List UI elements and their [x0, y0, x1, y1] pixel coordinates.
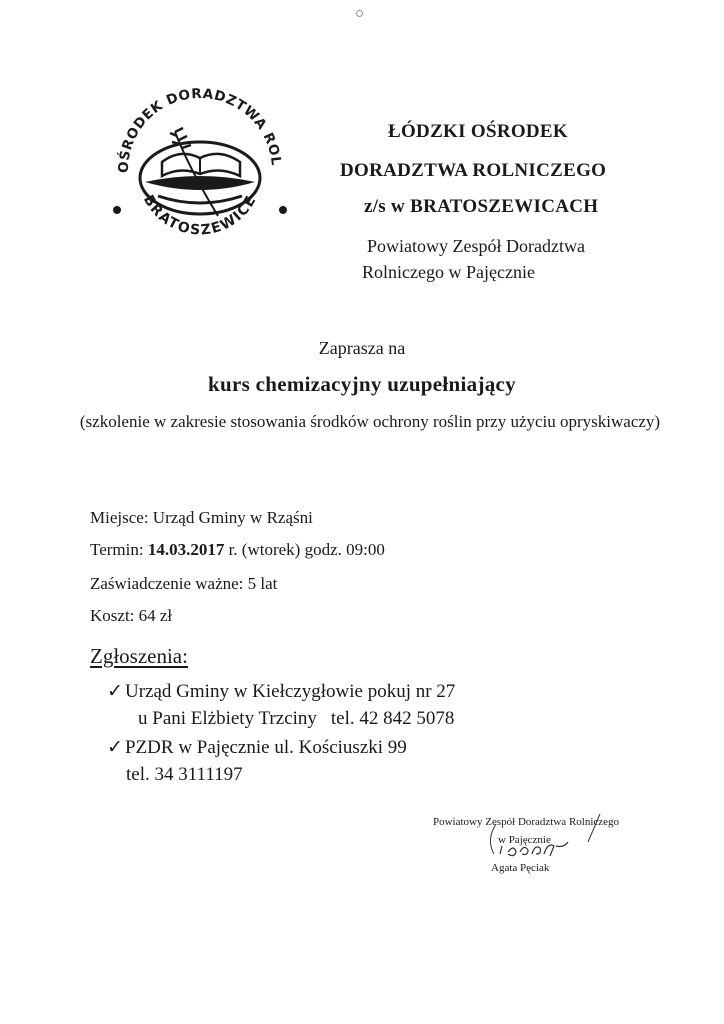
- logo-seal-icon: [100, 70, 300, 270]
- org-name-line2: DORADZTWA ROLNICZEGO: [340, 160, 607, 181]
- cost-info: Koszt: 64 zł: [90, 606, 173, 625]
- signatory-name: Agata Pęciak: [491, 862, 550, 874]
- contact-person: u Pani Elżbiety Trzciny: [138, 708, 317, 729]
- registration-item-2-address: PZDR w Pajęcznie ul. Kościuszki 99: [125, 737, 407, 758]
- term-date: 14.03.2017: [147, 540, 225, 559]
- registration-item-1: [107, 680, 455, 703]
- place-info: Miejsce: Urząd Gminy w Rząśni: [90, 508, 313, 527]
- course-title: kurs chemizacyjny uzupełniający: [208, 372, 516, 396]
- institution-logo: [100, 70, 300, 270]
- checkmark-icon: ✓: [107, 681, 123, 702]
- registration-item-1-address: Urząd Gminy w Kiełczygłowie pokuj nr 27: [125, 681, 456, 702]
- stamp-line-1: Powiatowy Zespół Doradztwa Rolniczego: [433, 816, 620, 828]
- course-description: (szkolenie w zakresie stosowania środków ochrony roślin przy użyciu opryskiwaczy): [79, 412, 661, 431]
- checkmark-icon: ✓: [107, 737, 123, 758]
- svg-text:BRATOSZEWICE: BRATOSZEWICE: [139, 192, 261, 239]
- registration-title: Zgłoszenia:: [90, 644, 188, 668]
- org-location: z/s w BRATOSZEWICACH: [364, 196, 599, 217]
- org-name-line1: ŁÓDZKI OŚRODEK: [388, 121, 568, 142]
- scan-mark: [356, 10, 363, 17]
- invitation-intro: Zaprasza na: [318, 338, 406, 358]
- svg-text:ŁÓDZKI OŚRODEK DORADZTWA ROLNI: OŚRODEK DORADZTWA ROL: [115, 85, 284, 174]
- term-time: r. (wtorek) godz. 09:00: [224, 540, 385, 559]
- team-name-line1: Powiatowy Zespół Doradztwa: [367, 236, 585, 256]
- registration-item-2-phone: tel. 34 3111197: [126, 764, 243, 785]
- handwritten-signature-icon: [482, 810, 612, 870]
- registration-item-2: [107, 736, 407, 759]
- contact-phone: tel. 42 842 5078: [330, 708, 455, 729]
- team-name-line2: Rolniczego w Pajęcznie: [362, 262, 535, 282]
- registration-item-1-contact: [138, 708, 454, 730]
- stamp-line-2: w Pajęcznie: [498, 834, 551, 846]
- certificate-info: Zaświadczenie ważne: 5 lat: [90, 574, 278, 593]
- term-info: [90, 540, 385, 560]
- term-label: Termin:: [90, 540, 148, 559]
